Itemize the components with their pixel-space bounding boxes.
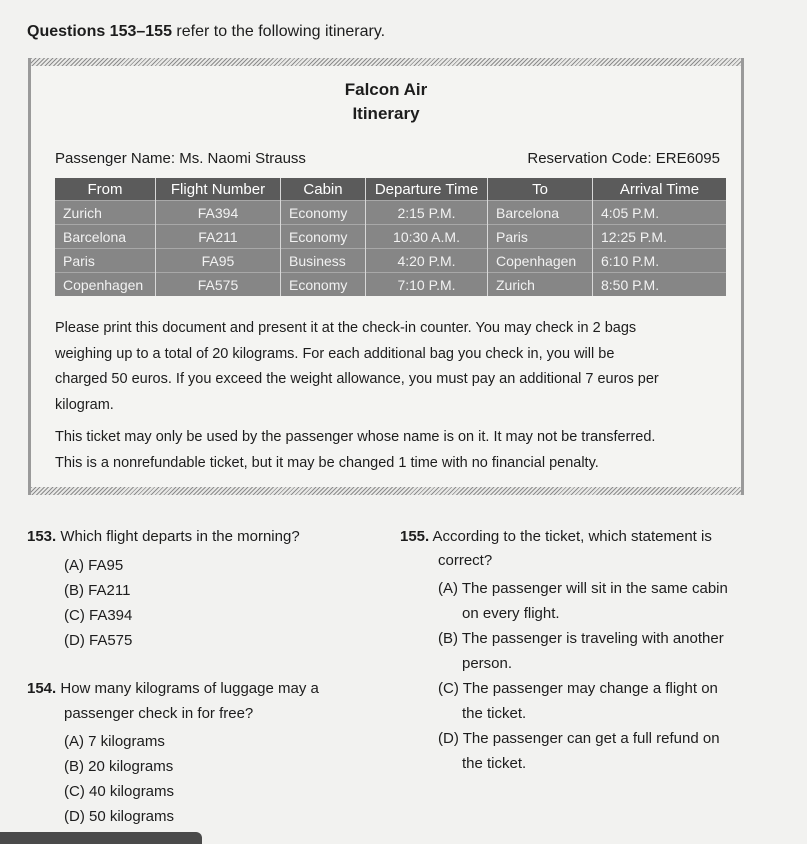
paragraph-line: weighing up to a total of 20 kilograms. For each additional bag you check in, you will be	[55, 345, 615, 362]
cell-departure: 2:15 P.M.	[366, 201, 488, 225]
table-row	[55, 273, 726, 297]
cell-from: Barcelona	[55, 225, 156, 249]
table-row	[55, 249, 726, 273]
q153-option-a[interactable]: (A) FA95	[64, 557, 124, 574]
q155-option-a-cont: on every flight.	[462, 605, 560, 622]
bottom-edge-bar	[0, 832, 202, 844]
q154-option-c[interactable]: (C) 40 kilograms	[64, 783, 175, 800]
cell-flight: FA575	[156, 273, 281, 297]
intro-line	[27, 23, 385, 41]
q155-option-b-cont: person.	[462, 655, 513, 672]
question-text: How many kilograms of luggage may a	[60, 680, 319, 697]
cell-to: Barcelona	[488, 201, 593, 225]
question-text: Which flight departs in the morning?	[60, 528, 300, 545]
question-154-line2: passenger check in for free?	[64, 705, 254, 722]
intro-rest: refer to the following itinerary.	[171, 23, 386, 40]
paragraph-line: charged 50 euros. If you exceed the weight allowance, you must pay an additional 7 euros per	[55, 371, 659, 387]
col-from: From	[55, 178, 156, 201]
cell-to: Zurich	[488, 273, 593, 297]
q155-option-c[interactable]: (C) The passenger may change a flight on	[438, 680, 718, 697]
airline-name: Falcon Air	[344, 80, 428, 99]
cell-from: Copenhagen	[55, 273, 156, 297]
cell-departure: 7:10 P.M.	[366, 273, 488, 297]
q153-option-b[interactable]: (B) FA211	[64, 582, 131, 599]
paragraph-line: kilogram.	[55, 396, 114, 413]
q155-option-a[interactable]: (A) The passenger will sit in the same cabin	[438, 580, 728, 597]
cell-departure: 4:20 P.M.	[366, 249, 488, 273]
question-155-line2: correct?	[438, 552, 493, 569]
question-155	[400, 524, 712, 549]
col-arrival-time: Arrival Time	[593, 178, 727, 201]
q155-option-d-cont: the ticket.	[462, 755, 527, 772]
cell-cabin: Economy	[281, 201, 366, 225]
cell-arrival: 6:10 P.M.	[593, 249, 727, 273]
q154-option-a[interactable]: (A) 7 kilograms	[64, 733, 165, 750]
cell-to: Paris	[488, 225, 593, 249]
q154-option-b[interactable]: (B) 20 kilograms	[64, 758, 174, 775]
question-text: According to the ticket, which statement is	[432, 528, 712, 545]
intro-bold: Questions 153–155	[27, 23, 172, 40]
cell-cabin: Economy	[281, 225, 366, 249]
question-number: 154.	[27, 680, 57, 697]
itinerary-title: Itinerary	[352, 104, 420, 123]
q155-option-b[interactable]: (B) The passenger is traveling with another	[438, 630, 724, 647]
cell-arrival: 12:25 P.M.	[593, 225, 727, 249]
itinerary-box	[28, 58, 744, 495]
question-number: 155.	[400, 528, 430, 545]
paragraph-line: This is a nonrefundable ticket, but it may be changed 1 time with no financial penalty.	[55, 454, 599, 471]
q153-option-c[interactable]: (C) FA394	[64, 607, 133, 624]
question-number: 153.	[27, 528, 57, 545]
flight-table	[55, 178, 726, 296]
cell-flight: FA394	[156, 201, 281, 225]
hatch-border-top	[31, 58, 741, 66]
q154-option-d[interactable]: (D) 50 kilograms	[64, 808, 175, 825]
q155-option-c-cont: the ticket.	[462, 705, 527, 722]
passenger-name: Passenger Name: Ms. Naomi Strauss	[55, 150, 306, 167]
hatch-border-bottom	[31, 487, 741, 495]
paragraph-line: Please print this document and present it at the check-in counter. You may check in 2 bags	[55, 320, 637, 336]
ticket-terms-paragraph	[55, 425, 715, 476]
paragraph-line: This ticket may only be used by the passenger whose name is on it. It may not be transferred.	[55, 429, 656, 445]
cell-arrival: 8:50 P.M.	[593, 273, 727, 297]
q153-option-d[interactable]: (D) FA575	[64, 632, 133, 649]
col-cabin: Cabin	[281, 178, 366, 201]
cell-cabin: Business	[281, 249, 366, 273]
table-row	[55, 225, 726, 249]
question-154	[27, 676, 319, 701]
reservation-code: Reservation Code: ERE6095	[527, 150, 720, 167]
cell-to: Copenhagen	[488, 249, 593, 273]
baggage-policy-paragraph	[55, 316, 715, 418]
question-153	[27, 524, 300, 549]
table-header-row	[55, 178, 726, 201]
cell-departure: 10:30 A.M.	[366, 225, 488, 249]
cell-cabin: Economy	[281, 273, 366, 297]
cell-from: Zurich	[55, 201, 156, 225]
table-row	[55, 201, 726, 225]
col-flight-number: Flight Number	[156, 178, 281, 201]
col-to: To	[488, 178, 593, 201]
cell-flight: FA95	[156, 249, 281, 273]
cell-from: Paris	[55, 249, 156, 273]
cell-flight: FA211	[156, 225, 281, 249]
q155-option-d[interactable]: (D) The passenger can get a full refund on	[438, 730, 720, 747]
col-departure-time: Departure Time	[366, 178, 488, 201]
cell-arrival: 4:05 P.M.	[593, 201, 727, 225]
